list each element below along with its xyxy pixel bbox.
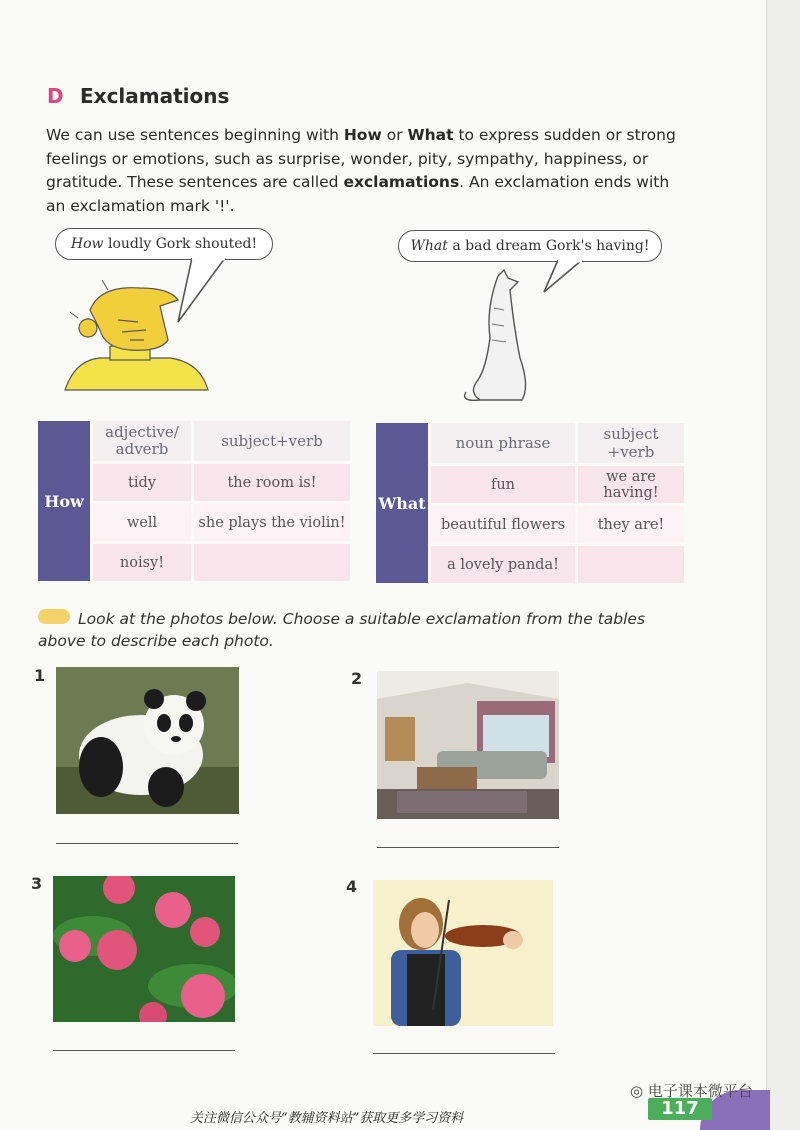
what-header-subject-verb: subject +verb	[578, 423, 684, 463]
table-cell: a lovely panda!	[431, 546, 575, 583]
photo-panda	[56, 667, 239, 814]
photo-living-room	[377, 671, 559, 819]
answer-line[interactable]	[53, 1050, 235, 1051]
intro-how: How	[343, 126, 382, 144]
table-cell: the room is!	[194, 464, 350, 501]
watermark	[630, 1080, 753, 1101]
table-cell: well	[93, 504, 191, 541]
what-side-label: What	[376, 423, 428, 583]
photo-number: 1	[34, 666, 46, 685]
gork-cartoon	[60, 280, 210, 392]
intro-what: What	[407, 126, 454, 144]
what-header-noun-phrase: noun phrase	[431, 423, 575, 463]
section-title: Exclamations	[80, 84, 230, 108]
table-cell: they are!	[578, 506, 684, 543]
table-cell: she plays the violin!	[194, 504, 350, 541]
intro-text: or	[381, 126, 408, 144]
kangaroo-cartoon	[460, 268, 540, 408]
photo-flowers	[53, 876, 235, 1022]
photo-number: 4	[346, 877, 358, 896]
answer-line[interactable]	[373, 1053, 555, 1054]
intro-text: We can use sentences beginning with	[46, 126, 344, 144]
photo-number: 2	[351, 669, 363, 688]
speech-bubble-right	[398, 230, 662, 262]
how-header-subject-verb: subject+verb	[194, 421, 350, 461]
intro-text: . An exclamation ends with an exclamation mark '!'.	[46, 173, 670, 215]
intro-paragraph	[46, 124, 686, 218]
what-table	[373, 420, 687, 586]
bubble-text: loudly Gork shouted!	[103, 236, 258, 252]
answer-line[interactable]	[56, 843, 238, 844]
photo-number: 3	[31, 874, 43, 893]
bubble-lead: How	[70, 236, 104, 252]
wechat-icon: ◎	[630, 1082, 644, 1100]
how-header-adjective: adjective/ adverb	[93, 421, 191, 461]
table-cell: we are having!	[578, 466, 684, 503]
how-table	[35, 418, 353, 584]
table-cell: beautiful flowers	[431, 506, 575, 543]
intro-text: to express sudden or strong feelings or emotions, such as surprise, wonder, pity, sympathy, happiness, or gratitude. These sentences are called	[46, 126, 676, 191]
table-cell: noisy!	[93, 544, 191, 581]
how-side-label: How	[38, 421, 90, 581]
answer-line[interactable]	[377, 847, 559, 848]
table-cell: fun	[431, 466, 575, 503]
instruction-text: Look at the photos below. Choose a suitable exclamation from the tables above to describe each photo.	[38, 610, 646, 650]
table-cell	[578, 546, 684, 583]
speech-bubble-left	[55, 228, 273, 260]
table-cell	[194, 544, 350, 581]
watermark-text: 电子课本微平台	[647, 1082, 753, 1100]
bubble-text: a bad dream Gork's having!	[447, 238, 650, 254]
intro-exclamations: exclamations	[343, 173, 460, 191]
table-cell: tidy	[93, 464, 191, 501]
bubble-lead: What	[410, 238, 448, 254]
section-letter: D	[47, 84, 64, 108]
footer-notice: 关注微信公众号“教辅资料站”获取更多学习资料	[190, 1111, 464, 1126]
photo-violin-girl	[373, 880, 553, 1026]
page-number: 117	[648, 1098, 712, 1120]
speech-bubble-tail-right	[540, 258, 600, 298]
page-edge	[766, 0, 800, 1130]
